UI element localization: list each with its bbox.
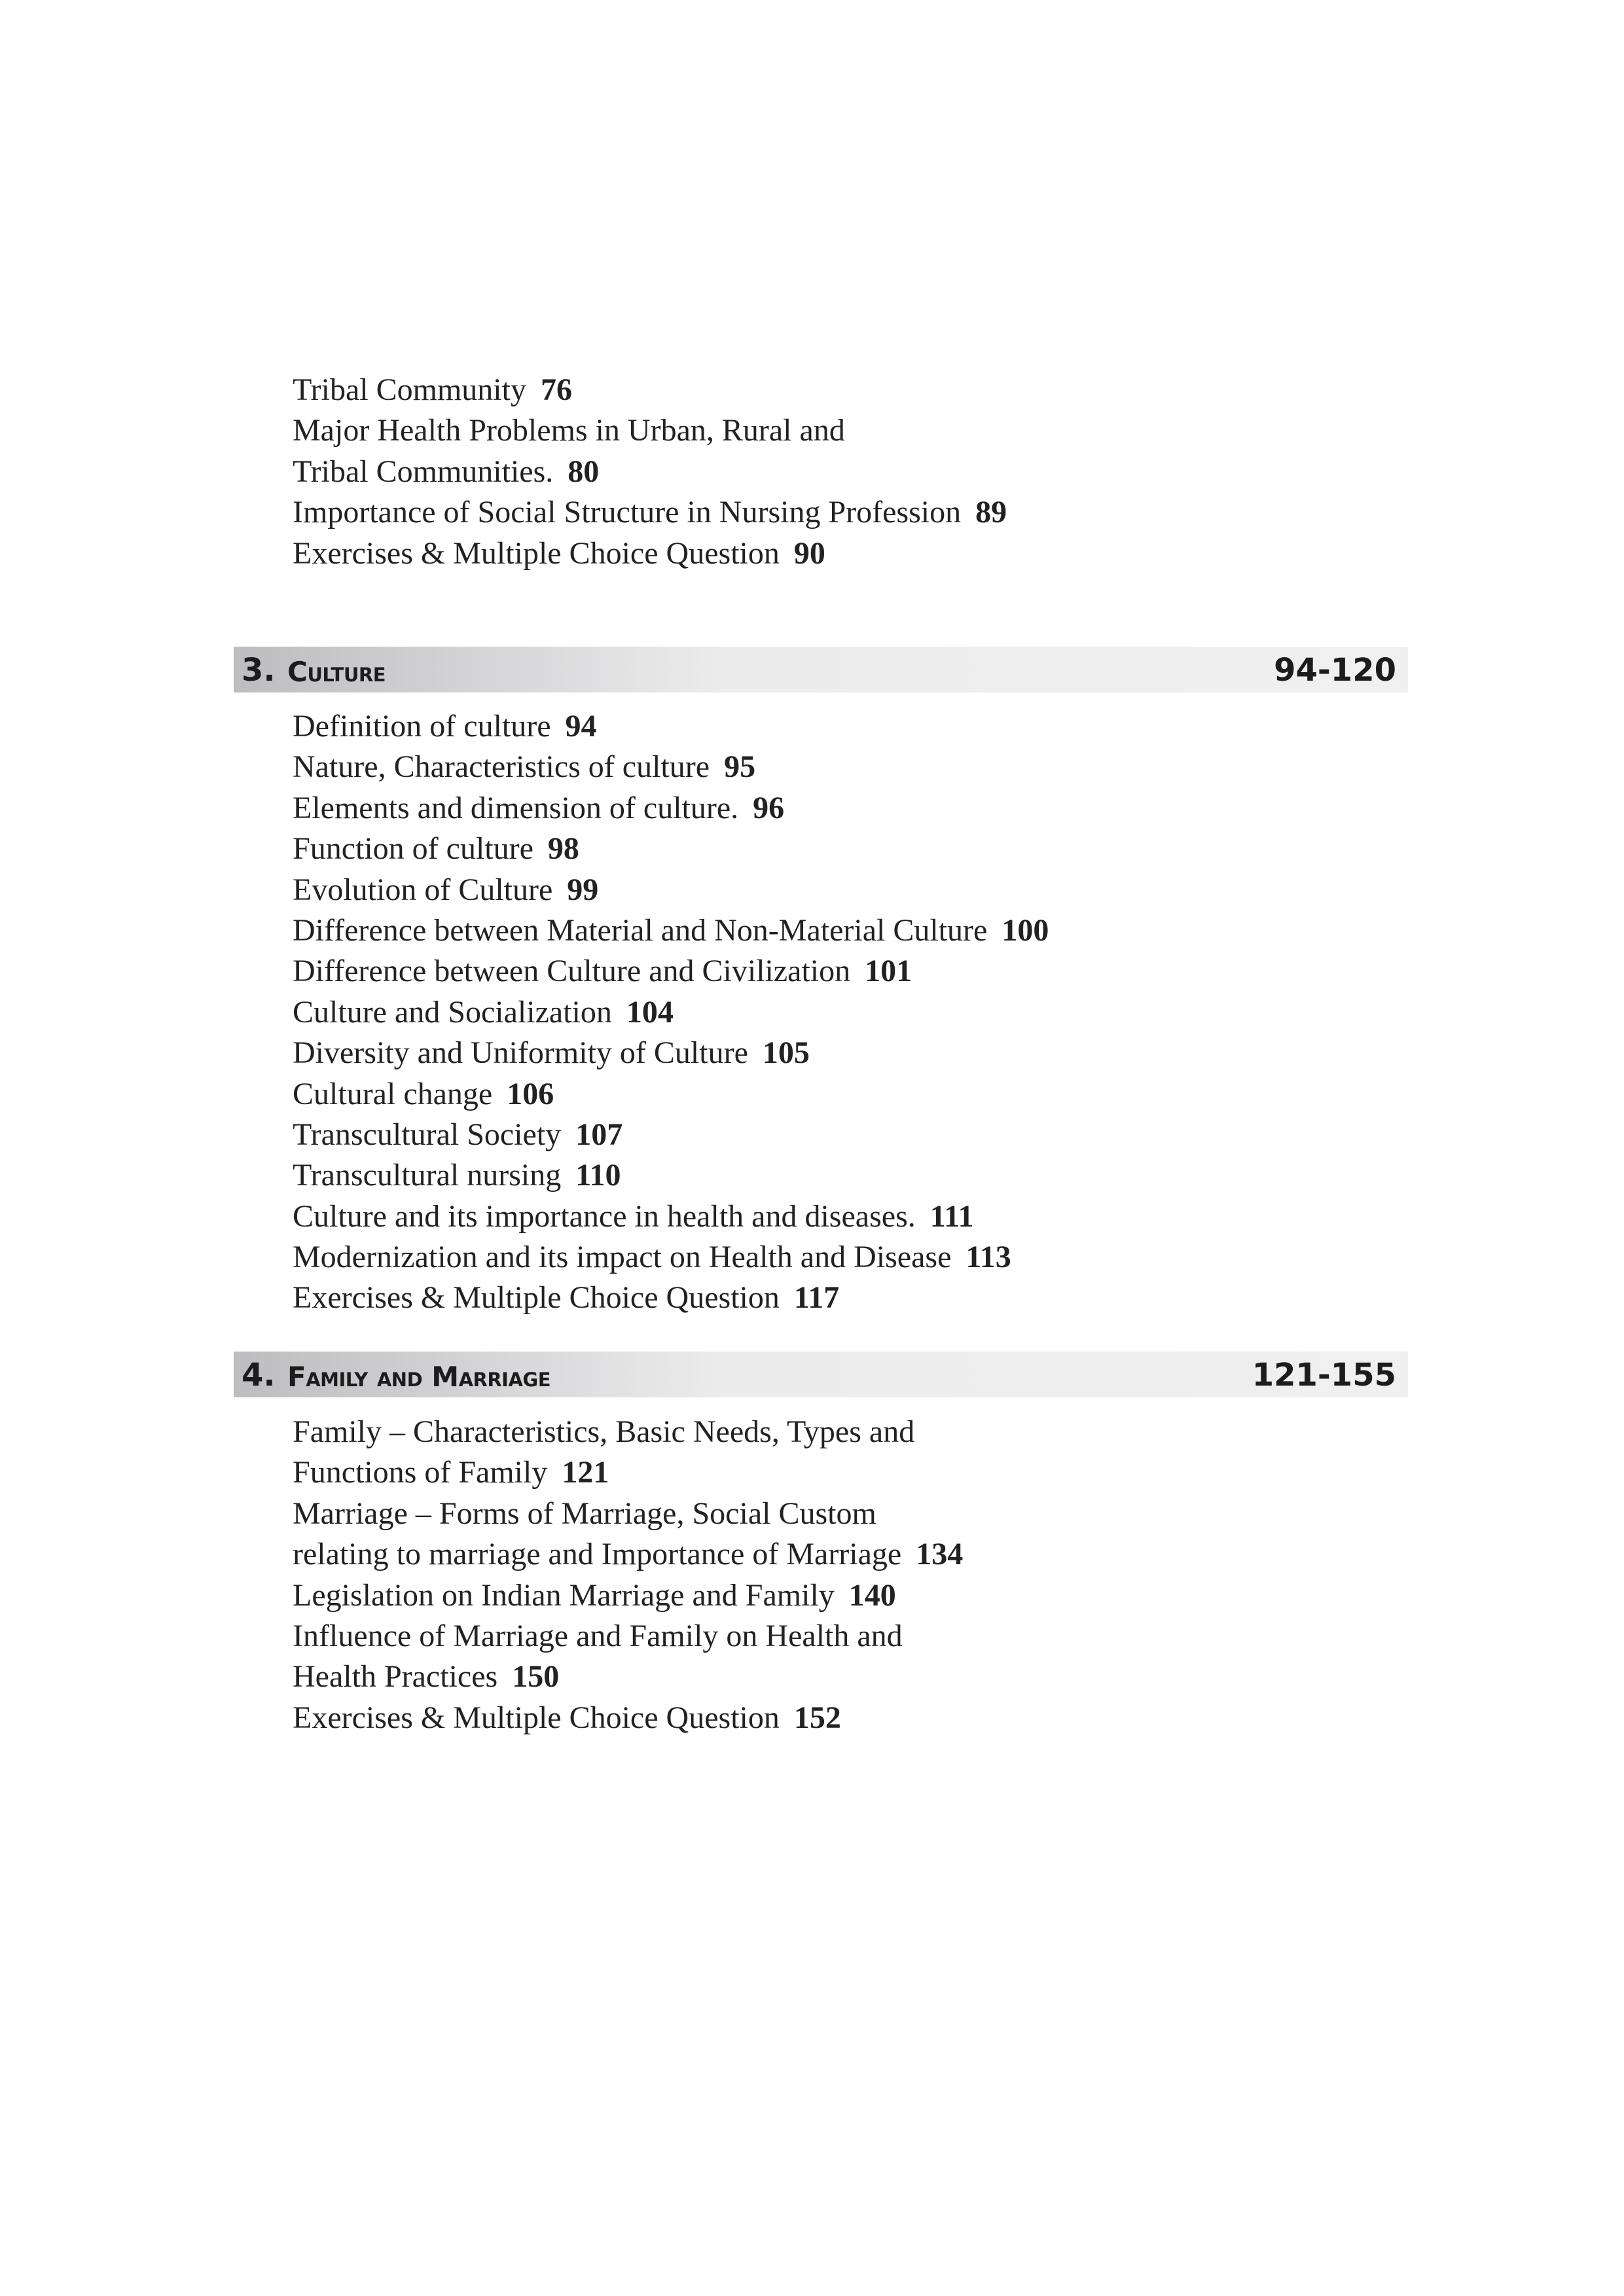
entry-text: Marriage – Forms of Marriage, Social Custom: [293, 1496, 876, 1531]
entry-text: Transcultural Society: [293, 1117, 562, 1152]
chapter-title: Culture: [287, 656, 386, 688]
entry-text: Family – Characteristics, Basic Needs, Types and: [293, 1414, 915, 1449]
toc-entry[interactable]: [293, 1033, 1624, 1073]
toc-entry[interactable]: [293, 1575, 1624, 1616]
entry-page-number: 80: [568, 454, 600, 489]
entry-text: Nature, Characteristics of culture: [293, 749, 710, 785]
chapter-heading-family-and-marriage[interactable]: [234, 1352, 1408, 1397]
chapter-heading-culture[interactable]: [234, 647, 1408, 692]
entry-text: Transcultural nursing: [293, 1158, 562, 1193]
entry-page-number: 117: [793, 1280, 840, 1316]
entry-text: Difference between Material and Non-Material Culture: [293, 912, 988, 948]
toc-entry[interactable]: [293, 747, 1624, 787]
toc-entry[interactable]: [293, 829, 1624, 869]
entry-text: Cultural change: [293, 1076, 493, 1111]
entry-page-number: 121: [562, 1455, 609, 1490]
entry-text: Elements and dimension of culture.: [293, 790, 739, 825]
entry-page-number: 100: [1001, 912, 1049, 948]
entry-page-number: 140: [848, 1577, 896, 1613]
entry-page-number: 98: [547, 831, 579, 867]
entry-text: Culture and its importance in health and diseases.: [293, 1198, 916, 1234]
toc-entry[interactable]: [293, 533, 1624, 574]
entry-page-number: 95: [724, 749, 756, 785]
entry-text: Evolution of Culture: [293, 872, 553, 907]
toc-entry[interactable]: [293, 1074, 1624, 1115]
toc-entry[interactable]: [293, 706, 1624, 747]
chapter-number: 3.: [242, 652, 276, 689]
entry-list: [293, 1412, 1624, 1738]
entry-page-number: 150: [512, 1659, 560, 1695]
entry-list: [293, 370, 1624, 574]
toc-entry[interactable]: [293, 410, 1624, 451]
entry-page-number: 101: [865, 954, 912, 989]
toc-entry[interactable]: [293, 1155, 1624, 1196]
entry-page-number: 110: [575, 1158, 621, 1193]
entry-page-number: 134: [916, 1537, 964, 1572]
entry-text: relating to marriage and Importance of Marriage: [293, 1537, 902, 1572]
entry-page-number: 96: [753, 790, 785, 825]
entry-page-number: 107: [575, 1117, 623, 1152]
toc-entry[interactable]: [293, 1534, 1624, 1575]
entry-text: Tribal Community: [293, 372, 526, 407]
toc-continued-entries: [0, 370, 1624, 574]
entry-text: Exercises & Multiple Choice Question: [293, 1280, 780, 1316]
chapter-number: 4.: [242, 1357, 276, 1393]
entry-page-number: 113: [965, 1240, 1011, 1275]
entry-page-number: 89: [975, 495, 1007, 530]
entry-text: Major Health Problems in Urban, Rural and: [293, 413, 845, 448]
entry-page-number: 94: [565, 709, 597, 744]
entry-page-number: 90: [793, 535, 825, 571]
entry-text: Diversity and Uniformity of Culture: [293, 1035, 748, 1071]
toc-entry[interactable]: [293, 452, 1624, 492]
toc-entry[interactable]: [293, 992, 1624, 1033]
toc-entry[interactable]: [293, 1452, 1624, 1493]
toc-entry[interactable]: [293, 1494, 1624, 1534]
toc-entry[interactable]: [293, 1412, 1624, 1452]
entry-text: Modernization and its impact on Health and Disease: [293, 1240, 952, 1275]
toc-entry[interactable]: [293, 1115, 1624, 1155]
toc-entry[interactable]: [293, 1196, 1624, 1237]
toc-entry[interactable]: [293, 951, 1624, 992]
chapter-family-and-marriage-entries: [0, 1412, 1624, 1738]
chapter-culture-entries: [0, 706, 1624, 1319]
entry-text: Exercises & Multiple Choice Question: [293, 1700, 780, 1735]
entry-page-number: 104: [626, 994, 674, 1030]
toc-entry[interactable]: [293, 788, 1624, 829]
toc-entry[interactable]: [293, 492, 1624, 533]
entry-page-number: 106: [507, 1076, 554, 1111]
toc-entry[interactable]: [293, 1698, 1624, 1738]
chapter-page-range: 121-155: [1252, 1357, 1396, 1393]
toc-entry[interactable]: [293, 1657, 1624, 1697]
entry-text: Exercises & Multiple Choice Question: [293, 535, 780, 571]
chapter-page-range: 94-120: [1274, 652, 1396, 689]
toc-entry[interactable]: [293, 910, 1624, 951]
entry-text: Tribal Communities.: [293, 454, 554, 489]
entry-page-number: 111: [929, 1198, 974, 1234]
entry-text: Importance of Social Structure in Nursing Profession: [293, 495, 962, 530]
toc-entry[interactable]: [293, 870, 1624, 910]
toc-entry[interactable]: [293, 370, 1624, 410]
entry-text: Legislation on Indian Marriage and Family: [293, 1577, 835, 1613]
toc-entry[interactable]: [293, 1616, 1624, 1657]
entry-page-number: 105: [762, 1035, 810, 1071]
entry-page-number: 76: [540, 372, 572, 407]
entry-text: Culture and Socialization: [293, 994, 612, 1030]
entry-text: Influence of Marriage and Family on Health and: [293, 1618, 903, 1653]
entry-page-number: 99: [567, 872, 599, 907]
entry-text: Function of culture: [293, 831, 533, 867]
entry-text: Definition of culture: [293, 709, 551, 744]
entry-text: Functions of Family: [293, 1455, 548, 1490]
toc-entry[interactable]: [293, 1237, 1624, 1278]
entry-text: Health Practices: [293, 1659, 498, 1695]
chapter-title: Family and Marriage: [287, 1361, 551, 1393]
entry-list: [293, 706, 1624, 1319]
entry-page-number: 152: [793, 1700, 841, 1735]
toc-entry[interactable]: [293, 1278, 1624, 1318]
entry-text: Difference between Culture and Civilization: [293, 954, 851, 989]
